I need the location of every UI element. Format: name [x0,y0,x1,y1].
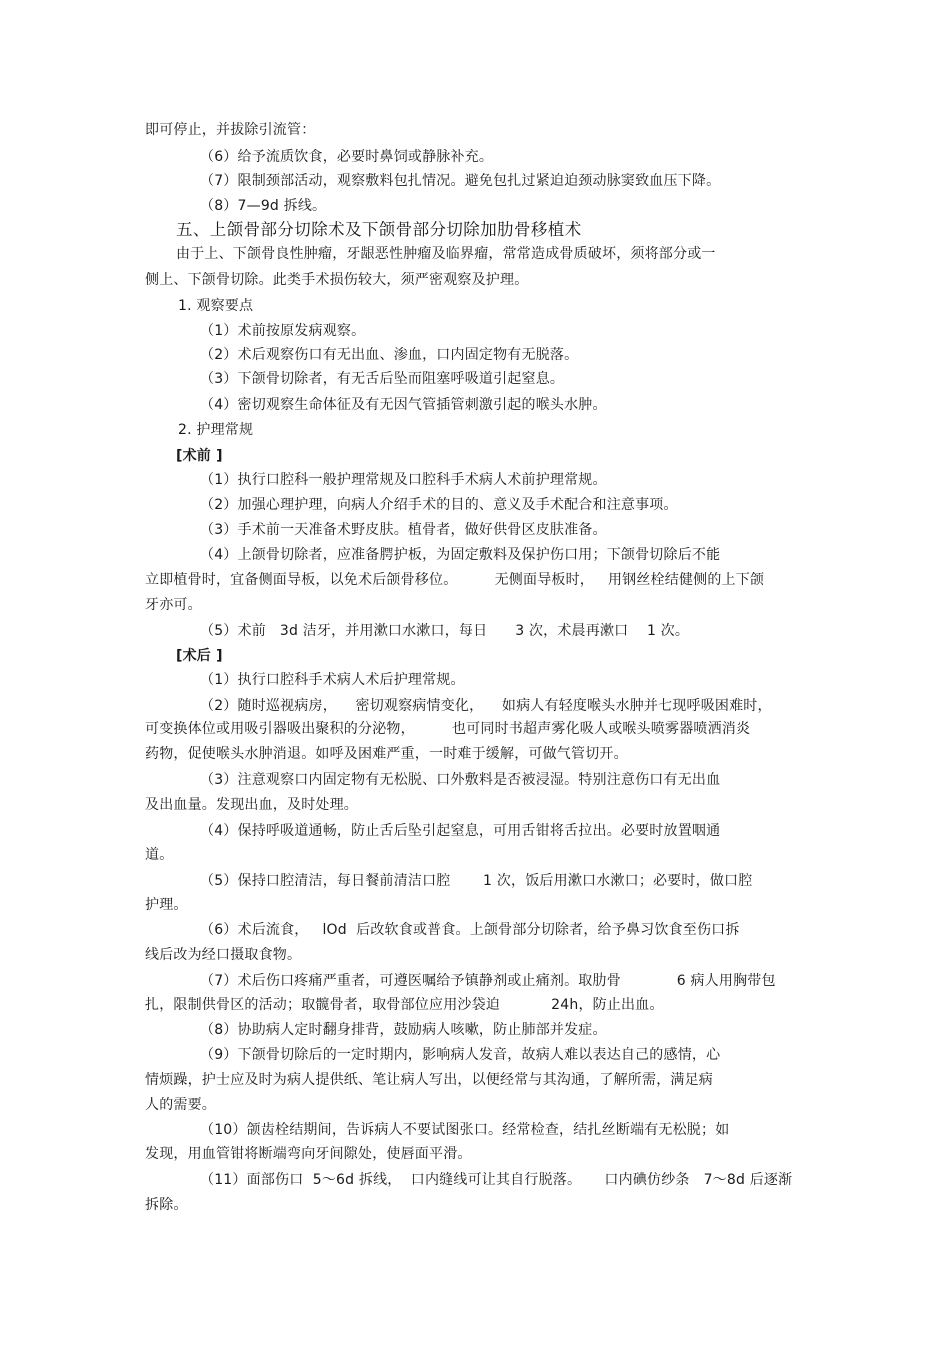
section-heading: 五、上颌骨部分切除术及下颌骨部分切除加肋骨移植术 [176,220,582,239]
text-line: （4）保持呼吸道通畅，防止舌后坠引起窒息，可用舌钳将舌拉出。必要时放置咽通 [200,823,721,839]
text-line: 可变换体位或用吸引器吸出聚积的分泌物， 也可同时书超声雾化吸人或喉头喷雾器喷洒消炎 [145,721,751,737]
text-line: （4）密切观察生命体征及有无因气管插管刺激引起的喉头水肿。 [200,397,607,413]
text-line: 牙亦可。 [145,597,202,613]
text-line: 线后改为经口摄取食物。 [145,947,302,963]
text-line: （6）给予流质饮食，必要时鼻饲或静脉补充。 [200,149,494,165]
text-line: 立即植骨时，宜备侧面导板，以免术后颌骨移位。 无侧面导板时， 用钢丝栓结健侧的上下颌 [145,572,765,588]
text-line: （7）限制颈部活动，观察敷料包扎情况。避免包扎过紧迫迫颈动脉窦致血压下降。 [200,173,721,189]
subheading: 2. 护理常规 [178,422,254,438]
text-line: （5）保持口腔清洁，每日餐前清洁口腔 1 次，饭后用漱口水漱口；必要时，做口腔 [200,873,753,889]
text-line: （8）协助病人定时翻身排背，鼓励病人咳嗽，防止肺部并发症。 [200,1022,607,1038]
text-line: （1）术前按原发病观察。 [200,323,366,339]
text-line: 及出血量。发现出血，及时处理。 [145,797,358,813]
bracket-heading: [术后 ] [176,648,223,664]
text-line: （4）上颌骨切除者，应准备腭护板，为固定敷料及保护伤口用；下颌骨切除后不能 [200,547,721,563]
text-line: 即可停止，并拔除引流管： [145,122,316,138]
text-line: （1）执行口腔科一般护理常规及口腔科手术病人术前护理常规。 [200,472,607,488]
text-line: （5）术前 3d 洁牙，并用漱口水漱口，每日 3 次，术晨再漱口 1 次。 [200,623,690,639]
text-line: 情烦躁，护士应及时为病人提供纸、笔让病人写出，以便经常与其沟通，了解所需，满足病 [145,1072,713,1088]
text-line: （2）加强心理护理，向病人介绍手术的目的、意义及手术配合和注意事项。 [200,497,678,513]
text-line: 人的需要。 [145,1097,216,1113]
text-line: （7）术后伤口疼痛严重者，可遵医嘱给予镇静剂或止痛剂。取肋骨 6 病人用胸带包 [200,973,776,989]
text-line: （6）术后流食， lOd 后改软食或普食。上颌骨部分切除者，给予鼻习饮食至伤口拆 [200,922,740,938]
text-line: 护理。 [145,897,188,913]
text-line: 发现，用血管钳将断端弯向牙间隙处，使唇面平滑。 [145,1146,472,1162]
text-line: 道。 [145,847,174,863]
text-line: （2）随时巡视病房， 密切观察病情变化， 如病人有轻度喉头水肿并七现呼吸困难时， [200,698,772,714]
text-line: （3）下颌骨切除者，有无舌后坠而阻塞呼吸道引起窒息。 [200,371,565,387]
text-line: 由于上、下颌骨良性肿瘤，牙龈恶性肿瘤及临界瘤，常常造成骨质破坏，须将部分或一 [176,246,716,262]
subheading: 1. 观察要点 [178,298,254,314]
text-line: （9）下颌骨切除后的一定时期内，影响病人发音，故病人难以表达自己的感情，心 [200,1047,721,1063]
text-line: （2）术后观察伤口有无出血、渗血，口内固定物有无脱落。 [200,347,579,363]
text-line: 侧上、下颌骨切除。此类手术损伤较大，须严密观察及护理。 [145,272,529,288]
text-line: 扎，限制供骨区的活动；取髋骨者，取骨部位应用沙袋迫 24h，防止出血。 [145,997,664,1013]
text-line: 拆除。 [145,1197,188,1213]
bracket-heading: [术前 ] [176,448,223,464]
text-line: （8）7—9d 拆线。 [200,198,327,214]
text-line: （3）注意观察口内固定物有无松脱、口外敷料是否被浸湿。特别注意伤口有无出血 [200,772,721,788]
text-line: （10）颌齿栓结期间，告诉病人不要试图张口。经常检查，结扎丝断端有无松脱；如 [200,1122,730,1138]
text-line: （11）面部伤口 5～6d 拆线， 口内缝线可让其自行脱落。 口内碘仿纱条 7～8d 后逐渐 [200,1172,793,1188]
text-line: （1）执行口腔科手术病人术后护理常规。 [200,672,465,688]
text-line: （3）手术前一天准备术野皮肤。植骨者，做好供骨区皮肤准备。 [200,522,607,538]
text-line: 药物，促使喉头水肿消退。如呼及困难严重，一时难于缓解，可做气管切开。 [145,746,628,762]
